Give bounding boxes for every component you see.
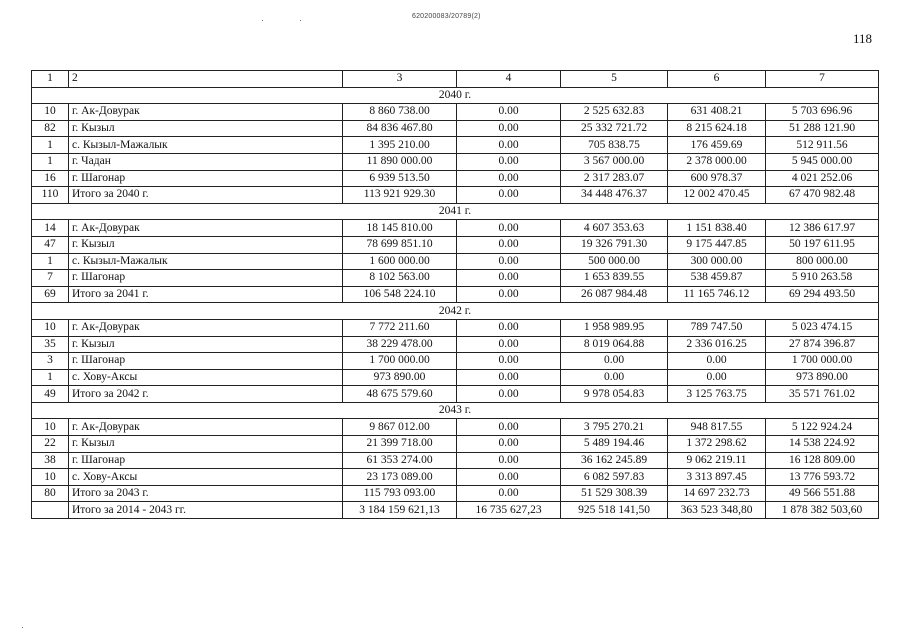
table-cell: 2 336 016.25 bbox=[668, 336, 766, 353]
table-cell: 51 529 308.39 bbox=[561, 485, 668, 502]
table-cell: 78 699 851.10 bbox=[343, 236, 457, 253]
table-cell: г. Шагонар bbox=[69, 353, 343, 370]
table-cell: г. Кызыл bbox=[69, 236, 343, 253]
table-cell: 6 082 597.83 bbox=[561, 469, 668, 486]
scan-speck bbox=[22, 627, 23, 628]
table-cell: 2 bbox=[69, 71, 343, 88]
table-cell: г. Ак-Довурак bbox=[69, 419, 343, 436]
table-cell: 9 062 219.11 bbox=[668, 452, 766, 469]
table-cell: 4 021 252.06 bbox=[766, 170, 879, 187]
table-cell: 1 878 382 503,60 bbox=[766, 502, 879, 519]
table-cell: 110 bbox=[32, 187, 69, 204]
year-section-row bbox=[32, 402, 879, 419]
table-cell: 0.00 bbox=[457, 153, 561, 170]
table-row bbox=[32, 170, 879, 187]
table-cell: 22 bbox=[32, 436, 69, 453]
scan-speck bbox=[262, 20, 263, 21]
table-cell: 1 bbox=[32, 137, 69, 154]
table-row bbox=[32, 469, 879, 486]
table-cell: г. Ак-Довурак bbox=[69, 319, 343, 336]
table-cell: 789 747.50 bbox=[668, 319, 766, 336]
table-cell: 5 910 263.58 bbox=[766, 270, 879, 287]
table-cell: 7 772 211.60 bbox=[343, 319, 457, 336]
table-cell: 9 175 447.85 bbox=[668, 236, 766, 253]
subtotal-row bbox=[32, 386, 879, 403]
table-cell: 512 911.56 bbox=[766, 137, 879, 154]
table-cell: 6 939 513.50 bbox=[343, 170, 457, 187]
year-label: 2043 г. bbox=[32, 402, 879, 419]
table-cell: 1 600 000.00 bbox=[343, 253, 457, 270]
table-cell: 7 bbox=[32, 270, 69, 287]
document-id: 620200083/20789(2) bbox=[412, 13, 481, 20]
table-cell: 0.00 bbox=[457, 270, 561, 287]
table-cell: 8 102 563.00 bbox=[343, 270, 457, 287]
table-cell: 705 838.75 bbox=[561, 137, 668, 154]
table-cell: 3 567 000.00 bbox=[561, 153, 668, 170]
table-cell: 113 921 929.30 bbox=[343, 187, 457, 204]
table-cell: 973 890.00 bbox=[766, 369, 879, 386]
table-cell: 0.00 bbox=[457, 236, 561, 253]
table-cell: 25 332 721.72 bbox=[561, 120, 668, 137]
table-cell: 14 538 224.92 bbox=[766, 436, 879, 453]
table-row bbox=[32, 120, 879, 137]
table-row bbox=[32, 137, 879, 154]
table-cell: 8 860 738.00 bbox=[343, 104, 457, 121]
year-label: 2040 г. bbox=[32, 87, 879, 104]
table-row bbox=[32, 319, 879, 336]
table-cell: 19 326 791.30 bbox=[561, 236, 668, 253]
table-cell: 3 125 763.75 bbox=[668, 386, 766, 403]
table-cell: 0.00 bbox=[457, 319, 561, 336]
table-cell: 34 448 476.37 bbox=[561, 187, 668, 204]
table-cell: 0.00 bbox=[457, 137, 561, 154]
table-cell: 538 459.87 bbox=[668, 270, 766, 287]
table-cell: 5 945 000.00 bbox=[766, 153, 879, 170]
table-cell: 84 836 467.80 bbox=[343, 120, 457, 137]
table-row bbox=[32, 353, 879, 370]
table-cell: 1 bbox=[32, 153, 69, 170]
table-row bbox=[32, 236, 879, 253]
year-label: 2041 г. bbox=[32, 203, 879, 220]
table-cell: 0.00 bbox=[457, 369, 561, 386]
table-cell: 115 793 093.00 bbox=[343, 485, 457, 502]
table-cell: 9 978 054.83 bbox=[561, 386, 668, 403]
table-cell: 69 294 493.50 bbox=[766, 286, 879, 303]
table-cell: г. Кызыл bbox=[69, 436, 343, 453]
table-cell: 176 459.69 bbox=[668, 137, 766, 154]
table-cell: 0.00 bbox=[457, 386, 561, 403]
table-cell: 35 571 761.02 bbox=[766, 386, 879, 403]
table-cell: 8 215 624.18 bbox=[668, 120, 766, 137]
table-cell: 38 229 478.00 bbox=[343, 336, 457, 353]
table-cell: 3 184 159 621,13 bbox=[343, 502, 457, 519]
table-row bbox=[32, 253, 879, 270]
table-row bbox=[32, 270, 879, 287]
table-cell: г. Шагонар bbox=[69, 452, 343, 469]
table-cell: 0.00 bbox=[457, 469, 561, 486]
table-cell: 26 087 984.48 bbox=[561, 286, 668, 303]
table-cell: 0.00 bbox=[668, 353, 766, 370]
table-cell: 0.00 bbox=[457, 253, 561, 270]
table-cell: 0.00 bbox=[457, 452, 561, 469]
table-cell: 0.00 bbox=[457, 220, 561, 237]
table-cell: 300 000.00 bbox=[668, 253, 766, 270]
table-cell: 10 bbox=[32, 104, 69, 121]
table-cell: г. Ак-Довурак bbox=[69, 220, 343, 237]
table-cell: 1 700 000.00 bbox=[343, 353, 457, 370]
table-cell: Итого за 2042 г. bbox=[69, 386, 343, 403]
table-cell: Итого за 2040 г. bbox=[69, 187, 343, 204]
table-cell: 0.00 bbox=[457, 436, 561, 453]
table-cell: 6 bbox=[668, 71, 766, 88]
table-cell: Итого за 2014 - 2043 гг. bbox=[69, 502, 343, 519]
subtotal-row bbox=[32, 485, 879, 502]
table-cell: с. Кызыл-Мажалык bbox=[69, 137, 343, 154]
table-cell: 21 399 718.00 bbox=[343, 436, 457, 453]
table-cell: 600 978.37 bbox=[668, 170, 766, 187]
table-cell: 1 bbox=[32, 369, 69, 386]
table-cell: 10 bbox=[32, 419, 69, 436]
table-cell: 1 bbox=[32, 253, 69, 270]
table-cell: 49 566 551.88 bbox=[766, 485, 879, 502]
table-cell: 11 165 746.12 bbox=[668, 286, 766, 303]
table-cell: 106 548 224.10 bbox=[343, 286, 457, 303]
table-cell: 5 023 474.15 bbox=[766, 319, 879, 336]
table-row bbox=[32, 153, 879, 170]
table-cell: 0.00 bbox=[457, 120, 561, 137]
table-cell: 51 288 121.90 bbox=[766, 120, 879, 137]
table-cell: 948 817.55 bbox=[668, 419, 766, 436]
table-cell: 1 372 298.62 bbox=[668, 436, 766, 453]
table-cell: 69 bbox=[32, 286, 69, 303]
table-cell: 35 bbox=[32, 336, 69, 353]
table-cell: 12 386 617.97 bbox=[766, 220, 879, 237]
table-cell: 4 bbox=[457, 71, 561, 88]
table-cell: 11 890 000.00 bbox=[343, 153, 457, 170]
table-cell: г. Шагонар bbox=[69, 270, 343, 287]
table-body bbox=[32, 71, 879, 519]
table-cell: 3 795 270.21 bbox=[561, 419, 668, 436]
header-row bbox=[32, 71, 879, 88]
table-cell: 61 353 274.00 bbox=[343, 452, 457, 469]
table-cell: 0.00 bbox=[457, 336, 561, 353]
table-cell: 9 867 012.00 bbox=[343, 419, 457, 436]
table-cell bbox=[32, 502, 69, 519]
table-cell: 1 653 839.55 bbox=[561, 270, 668, 287]
table-cell: 5 bbox=[561, 71, 668, 88]
table-cell: 1 700 000.00 bbox=[766, 353, 879, 370]
scan-speck bbox=[300, 20, 301, 21]
table-cell: 80 bbox=[32, 485, 69, 502]
year-section-row bbox=[32, 87, 879, 104]
table-cell: 2 525 632.83 bbox=[561, 104, 668, 121]
table-cell: 3 bbox=[32, 353, 69, 370]
table-cell: Итого за 2043 г. bbox=[69, 485, 343, 502]
table-cell: г. Кызыл bbox=[69, 120, 343, 137]
table-cell: 16 128 809.00 bbox=[766, 452, 879, 469]
table-row bbox=[32, 369, 879, 386]
table-cell: 363 523 348,80 bbox=[668, 502, 766, 519]
financing-table bbox=[31, 70, 879, 519]
table-cell: 4 607 353.63 bbox=[561, 220, 668, 237]
table-row bbox=[32, 419, 879, 436]
year-section-row bbox=[32, 303, 879, 320]
table-cell: 0.00 bbox=[561, 369, 668, 386]
table-cell: 0.00 bbox=[457, 187, 561, 204]
table-cell: 23 173 089.00 bbox=[343, 469, 457, 486]
table-cell: 0.00 bbox=[668, 369, 766, 386]
table-row bbox=[32, 452, 879, 469]
table-cell: 3 313 897.45 bbox=[668, 469, 766, 486]
table-cell: Итого за 2041 г. bbox=[69, 286, 343, 303]
table-cell: 0.00 bbox=[457, 353, 561, 370]
table-cell: 500 000.00 bbox=[561, 253, 668, 270]
table-cell: 1 151 838.40 bbox=[668, 220, 766, 237]
table-cell: 49 bbox=[32, 386, 69, 403]
table-cell: 0.00 bbox=[457, 170, 561, 187]
year-label: 2042 г. bbox=[32, 303, 879, 320]
table-cell: с. Кызыл-Мажалык bbox=[69, 253, 343, 270]
table-cell: 631 408.21 bbox=[668, 104, 766, 121]
table-cell: 5 703 696.96 bbox=[766, 104, 879, 121]
table-cell: г. Чадан bbox=[69, 153, 343, 170]
subtotal-row bbox=[32, 187, 879, 204]
table-cell: 50 197 611.95 bbox=[766, 236, 879, 253]
table-cell: 82 bbox=[32, 120, 69, 137]
table-cell: 0.00 bbox=[457, 286, 561, 303]
page-number: 118 bbox=[853, 31, 873, 46]
table-cell: 2 317 283.07 bbox=[561, 170, 668, 187]
year-section-row bbox=[32, 203, 879, 220]
table-cell: 0.00 bbox=[457, 485, 561, 502]
table-cell: 3 bbox=[343, 71, 457, 88]
table-cell: 8 019 064.88 bbox=[561, 336, 668, 353]
table-cell: 1 bbox=[32, 71, 69, 88]
table-cell: 27 874 396.87 bbox=[766, 336, 879, 353]
table-cell: г. Шагонар bbox=[69, 170, 343, 187]
table-cell: с. Хову-Аксы bbox=[69, 369, 343, 386]
table-cell: 800 000.00 bbox=[766, 253, 879, 270]
table-cell: 10 bbox=[32, 319, 69, 336]
grand-total-row bbox=[32, 502, 879, 519]
table-cell: 1 958 989.95 bbox=[561, 319, 668, 336]
table-row bbox=[32, 336, 879, 353]
table-cell: 7 bbox=[766, 71, 879, 88]
subtotal-row bbox=[32, 286, 879, 303]
table-cell: 0.00 bbox=[457, 104, 561, 121]
table-cell: 48 675 579.60 bbox=[343, 386, 457, 403]
table-cell: 0.00 bbox=[561, 353, 668, 370]
table-cell: 67 470 982.48 bbox=[766, 187, 879, 204]
table-cell: 1 395 210.00 bbox=[343, 137, 457, 154]
table-cell: 10 bbox=[32, 469, 69, 486]
table-cell: 38 bbox=[32, 452, 69, 469]
table-cell: 36 162 245.89 bbox=[561, 452, 668, 469]
table-cell: 47 bbox=[32, 236, 69, 253]
table-cell: 16 735 627,23 bbox=[457, 502, 561, 519]
table-cell: 18 145 810.00 bbox=[343, 220, 457, 237]
table-cell: 973 890.00 bbox=[343, 369, 457, 386]
table-cell: 14 bbox=[32, 220, 69, 237]
table-cell: с. Хову-Аксы bbox=[69, 469, 343, 486]
table-row bbox=[32, 220, 879, 237]
table-cell: 925 518 141,50 bbox=[561, 502, 668, 519]
table-cell: 16 bbox=[32, 170, 69, 187]
table-cell: 0.00 bbox=[457, 419, 561, 436]
table-cell: 12 002 470.45 bbox=[668, 187, 766, 204]
table-cell: г. Кызыл bbox=[69, 336, 343, 353]
table-cell: 5 122 924.24 bbox=[766, 419, 879, 436]
table-cell: 5 489 194.46 bbox=[561, 436, 668, 453]
table-row bbox=[32, 104, 879, 121]
table-cell: 2 378 000.00 bbox=[668, 153, 766, 170]
table-row bbox=[32, 436, 879, 453]
table-cell: г. Ак-Довурак bbox=[69, 104, 343, 121]
table-cell: 14 697 232.73 bbox=[668, 485, 766, 502]
table-cell: 13 776 593.72 bbox=[766, 469, 879, 486]
